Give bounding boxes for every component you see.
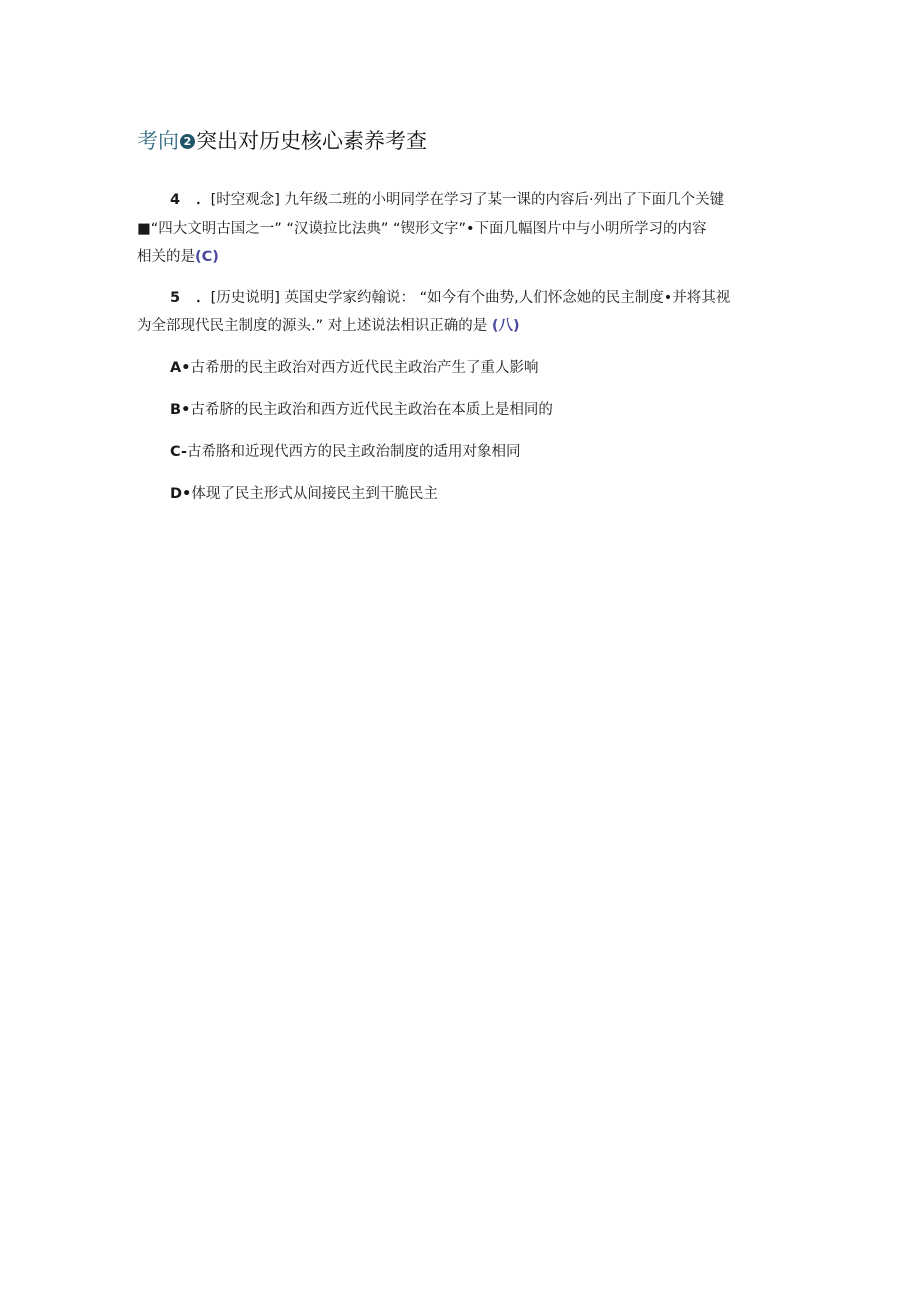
option-a [170,358,539,378]
option-c [170,442,521,462]
option-b [170,400,553,420]
question-5-text-2: 为全部现代民主制度的源头.” 对上述说法相识正确的是 [137,318,488,334]
option-c-text: 古希胳和近现代西方的民主政治制度的适用对象相同 [187,444,521,460]
section-prefix: 考向 [137,129,179,153]
question-4-dot: ． [196,192,211,208]
option-d-text: 体现了民主形式从间接民主到干脆民主 [191,486,438,502]
option-a-separator: • [181,360,191,376]
option-d-separator: • [182,486,192,502]
question-4-answer: (C) [195,249,219,265]
question-5-dot: ． [196,290,211,306]
option-d [170,484,438,504]
option-b-letter: B [170,402,182,418]
option-c-separator: - [180,444,188,460]
question-5-number: 5 [170,290,181,306]
question-4-text-1: [时空观念] 九年级二班的小明同学在学习了某一课的内容后·列出了下面几个关键 [210,192,725,208]
section-title-text: 突出对历史核心素养考查 [196,129,427,153]
question-4-line-1 [170,190,724,210]
question-4-text-2: ■“四大文明古国之一” “汉谟拉比法典” “锲形文字”•下面几幅图片中与小明所学习的内容 [137,221,707,237]
question-4-number: 4 [170,192,181,208]
number-2-circle-icon: 2 [180,134,195,149]
question-5-line-1 [170,288,730,308]
question-5-answer: (八) [491,318,520,334]
section-heading [137,126,427,156]
question-4-line-3 [137,247,219,267]
question-5-text-1: [历史说明] 英国史学家约翰说： “如今有个曲势,人们怀念她的民主制度•并将其视 [210,290,731,306]
question-4-text-3: 相关的是 [137,249,195,265]
option-c-letter: C [170,444,181,460]
question-5-line-2 [137,316,520,336]
option-a-letter: A [170,360,182,376]
option-a-text: 古希册的民主政治对西方近代民主政治产生了重人影响 [190,360,539,376]
option-b-separator: • [181,402,191,418]
option-d-letter: D [170,486,183,502]
option-b-text: 古希脐的民主政治和西方近代民主政治在本质上是相同的 [190,402,553,418]
question-4-line-2 [137,219,707,239]
